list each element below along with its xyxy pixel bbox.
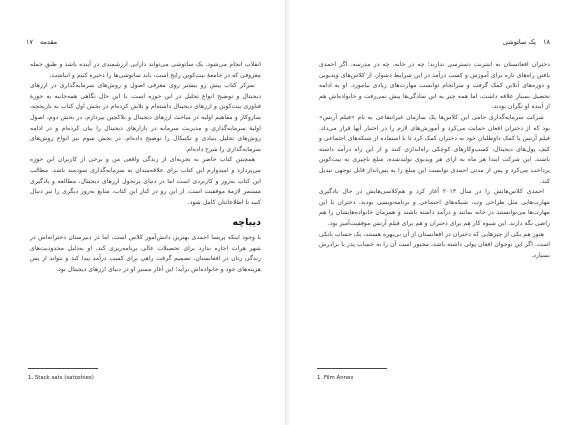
- left-page: [0, 0, 287, 425]
- paragraph: انقلاب انجام می‌شود. یک ساتوشی می‌تواند دارایی ارزشمندی در آینده باشد و طبق جمله معروفی که در جامعهٔ بیت‌کوین رایج است، باید ساتوشی‌ها را ذخیره کنیم و انباشت.: [30, 61, 261, 79]
- right-page-header: [315, 38, 550, 50]
- paragraph: تمرکز کتاب پیش رو بیشتر روی معرفی اصول و روش‌های سرمایه‌گذاری در ارزهای دیجیتال و توضیح انواع تحلیل در این حوزه است. با این حال نگاهی همه‌جانبه به حوزهٔ فناوری بیت‌کوین و ارزهای دیجیتال داشته‌ام و تلاش کرده‌ام در بخش اول کتاب به تاریخچه، سازوکار و مفاهیم اولیه در مباحث ارزهای دیجیتال و بلاکچین بپردازم. در بخش دوم، اصول اولیهٔ سرمایه‌گذاری و مدیریت سرمایه در بازارهای دیجیتال را بیان کرده‌ام و در ادامه روش‌های تحلیل بنیادی و تکنیکال را توضیح داده‌ام. در بخش سوم نیز انواع روش‌های سرمایه‌گذاری را شرح داده‌ام.: [30, 82, 261, 153]
- paragraph: با وجود اینکه پریسا احمدی بهترین دانش‌آموز کلاس است، اما در دبیرستان دخترانه‌اش در شهر هرات اجازه ندارد برای تحصیلات عالی برنامه‌ریزی کند. او به‌دلیل محدودیت‌های زندگی زنان در افغانستان، تصمیم گرفت راهی برای کسب درآمد پیدا کند و بتواند از پس هزینه‌های خود و خانواده‌اش برآید؛ این آغاز مسیر او در دنیای ارزهای دیجیتال بود.: [30, 233, 261, 273]
- page-number: ۱۸: [543, 38, 550, 46]
- left-page-header: [26, 38, 261, 50]
- right-page: [289, 0, 576, 425]
- paragraph: دختران افغانستان به اینترنت دسترسی ندارند؛ چه در خانه، چه در مدرسه. اگر احمدی یافتن راه‌های تازه برای آموزش و کسب درآمد در این شرایط دشوار، از کلاس‌های ویدیویی و دوره‌های آنلاین کمک گرفت و سرانجام توانست مهارت‌های زیادی بیاموزد. او به ادامه تحصیل بسیار علاقه داشت، اما همه چیز به این سادگی‌ها پیش نمی‌رفت و خانواده‌اش هم از آینده او نگران بودند.: [319, 61, 550, 111]
- paragraph: هنوز هم یکی از چیزهایی که دختران در افغانستان از آن بی‌بهره هستند، یک حساب بانکی است. اگر این نوجوان افغان پولی داشته باشد، مجبور است آن را به حساب پدر یا برادرش بسپارد.: [319, 230, 550, 259]
- footnote: 1. Stack sats (satoshies): [28, 375, 94, 381]
- paragraph: همچنین کتاب حاضر به تجربه‌ای از زندگی واقعی من و برخی از کاربران این حوزه می‌پردازد و امیدوارم این کتاب برای علاقه‌مندان به سرمایه‌گذاری سودمند باشد. مطالب این کتاب به‌روز و کاربردی است اما در دنیای پرتحول ارزهای دیجیتال، مطالعه و یادگیری مستمر لازمهٔ موفقیت است. از این رو در کنار این کتاب، منابع به‌روز دیگری را نیز دنبال کنید تا اطلاعاتتان کامل شود.: [30, 156, 261, 206]
- left-page-body: [30, 60, 261, 275]
- page-number: ۱۷: [26, 38, 33, 46]
- right-page-body: [319, 60, 550, 261]
- section-heading: دیباچه: [232, 217, 261, 229]
- footnote-rule: [317, 368, 387, 369]
- footnote-rule: [28, 368, 98, 369]
- paragraph: شرکت سرمایه‌گذاری حامی این کلاس‌ها یک سازمان غیرانتفاعی به نام «فیلم آرتس» بود که از دختران افغان حمایت می‌کرد و آموزش‌های لازم را در اختیار آنها قرار می‌داد. فیلم آرتس با کمک داوطلبان خود به دختران کمک کرد تا با استفاده از شبکه‌های اجتماعی و کیف پول‌های دیجیتال، کسب‌وکارهای کوچکی راه‌اندازی کنند و از این راه درآمد داشته باشند. این شرکت ابتدا هر ماه به ازای هر ویدیوی تولیدشده، مبلغ ناچیزی به بیت‌کوین پرداخت می‌کرد و پس از مدتی احمدی توانست این مبلغ را به پس‌انداز قابل توجهی تبدیل کند.: [319, 113, 550, 185]
- running-title: یک ساتوشی: [502, 38, 536, 46]
- footnote: 1. Film Annex: [317, 375, 354, 381]
- paragraph: احمدی کلاس‌هایش را در سال ۲۰۱۳ آغاز کرد و هم‌کلاسی‌هایش در حال یادگیری مهارت‌هایی مثل طراحی وب، شبکه‌های اجتماعی و برنامه‌نویسی بودند. دختران با این مهارت‌ها می‌توانستند در خانه بمانند و درآمد داشته باشند و همزمان خانواده‌هایشان را هم راضی نگه دارند. این شیوه کار هم برای دختران و هم برای فیلم آرتس موفقیت‌آمیز بود.: [319, 188, 550, 227]
- running-title: مقدمه: [40, 38, 58, 46]
